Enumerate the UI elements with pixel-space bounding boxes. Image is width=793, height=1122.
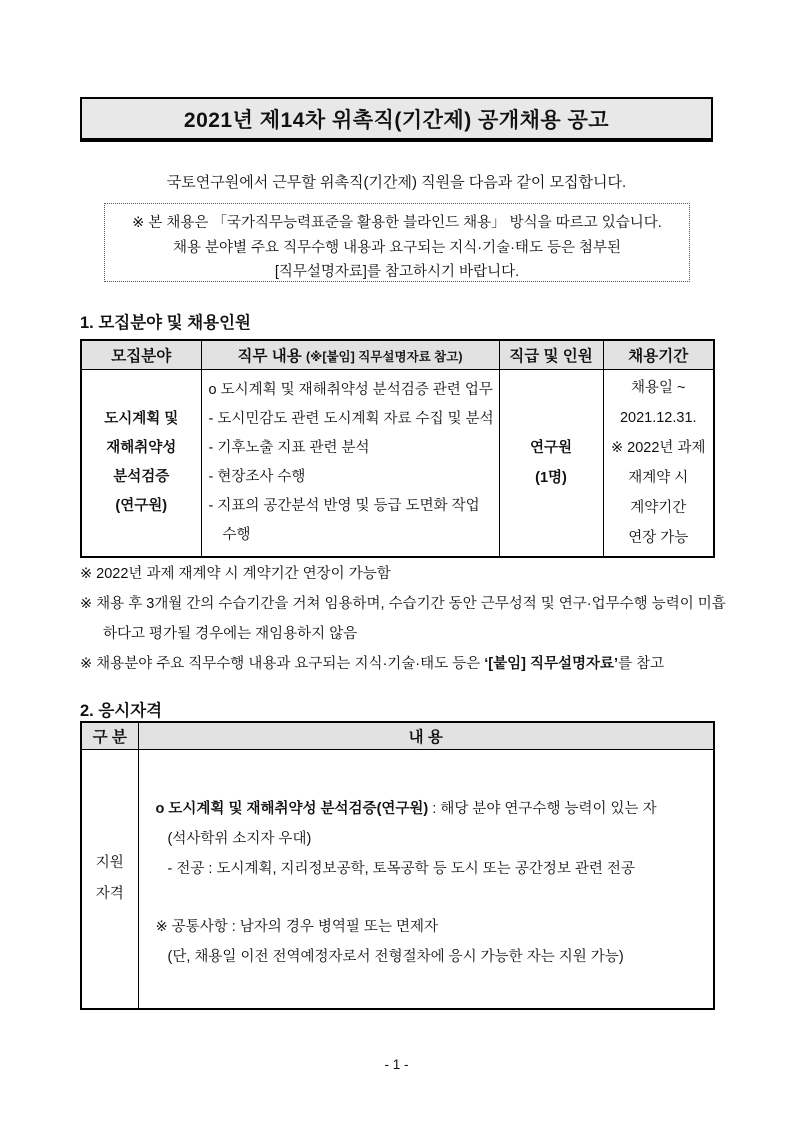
qualification-line: (석사학위 소지자 우대) [167,830,312,847]
table-row [81,369,714,557]
table-header-row [81,722,714,749]
grade-cell: 연구원 (1명) [499,369,603,557]
period-cell: 채용일 ~ 2021.12.31. ※ 2022년 과제 재계약 시 계약기간 연장 가능 [603,369,714,557]
header-period: 채용기간 [603,340,714,369]
notice-line: ※ 본 채용은 「국가직무능력표준을 활용한 블라인드 채용」 방식을 따르고 있습니다. [132,215,662,231]
qualification-line: (단, 채용일 이전 전역예정자로서 전형절차에 응시 가능한 자는 지원 가능) [167,948,624,965]
recruitment-table [80,339,715,558]
content-cell [138,749,714,1009]
note-line: ※ 채용 후 3개월 간의 수습기간을 거쳐 임용하며, 수습기간 동안 근무성적 및 연구·업무수행 능력이 미흡 [80,596,726,612]
qualification-line: o 도시계획 및 재해취약성 분석검증(연구원) : 해당 분야 연구수행 능력이 있는 자 [155,800,657,817]
header-field: 모집분야 [81,340,201,369]
header-duty-main: 직무 내용 [237,347,302,365]
notice-line: 채용 분야별 주요 직무수행 내용과 요구되는 지식·기술·태도 등은 첨부된 [172,239,622,256]
notice-box [104,203,690,282]
note-bold-reference: ‘[붙임] 직무설명자료’ [484,656,619,672]
notes-section [80,559,740,679]
header-grade: 직급 및 인원 [499,340,603,369]
note-line-continuation: 하다고 평가될 경우에는 재임용하지 않음 [103,626,358,642]
header-duty-sub: (※[붙임] 직무설명자료 참고) [306,349,463,364]
header-content: 내 용 [138,722,714,749]
qualification-table [80,721,715,1010]
title-box [80,97,713,142]
table-row [81,749,714,1009]
note-line: ※ 2022년 과제 재계약 시 계약기간 연장이 가능함 [80,566,391,582]
qualification-line: - 전공 : 도시계획, 지리정보공학, 토목공학 등 도시 또는 공간정보 관련 전공 [167,860,635,877]
note-line: ※ 채용분야 주요 직무수행 내용과 요구되는 지식·기술·태도 등은 ‘[붙임] 직무설명자료’를 참고 [80,656,665,672]
duty-cell: o 도시계획 및 재해취약성 분석검증 관련 업무 - 도시민감도 관련 도시계획 자료 수집 및 분석 - 기후노출 지표 관련 분석 - 현장조사 수행 - 지표의 공간분석 반영 및 등급 도면화 작업 수행 [201,369,499,557]
intro-text: 국토연구원에서 근무할 위촉직(기간제) 직원을 다음과 같이 모집합니다. [166,174,627,191]
qualification-line: ※ 공통사항 : 남자의 경우 병역필 또는 면제자 [155,918,438,935]
category-cell: 지원 자격 [81,749,138,1009]
header-category: 구 분 [81,722,138,749]
page-number: - 1 - [384,1057,409,1072]
field-cell: 도시계획 및 재해취약성 분석검증 (연구원) [81,369,201,557]
page-title: 2021년 제14차 위촉직(기간제) 공개채용 공고 [183,108,610,132]
header-duty [201,340,499,369]
notice-line: [직무설명자료]를 참고하시기 바랍니다. [274,264,520,280]
section1-heading: 1. 모집분야 및 채용인원 [80,314,251,332]
table-header-row [81,340,714,369]
section2-heading: 2. 응시자격 [80,702,163,720]
